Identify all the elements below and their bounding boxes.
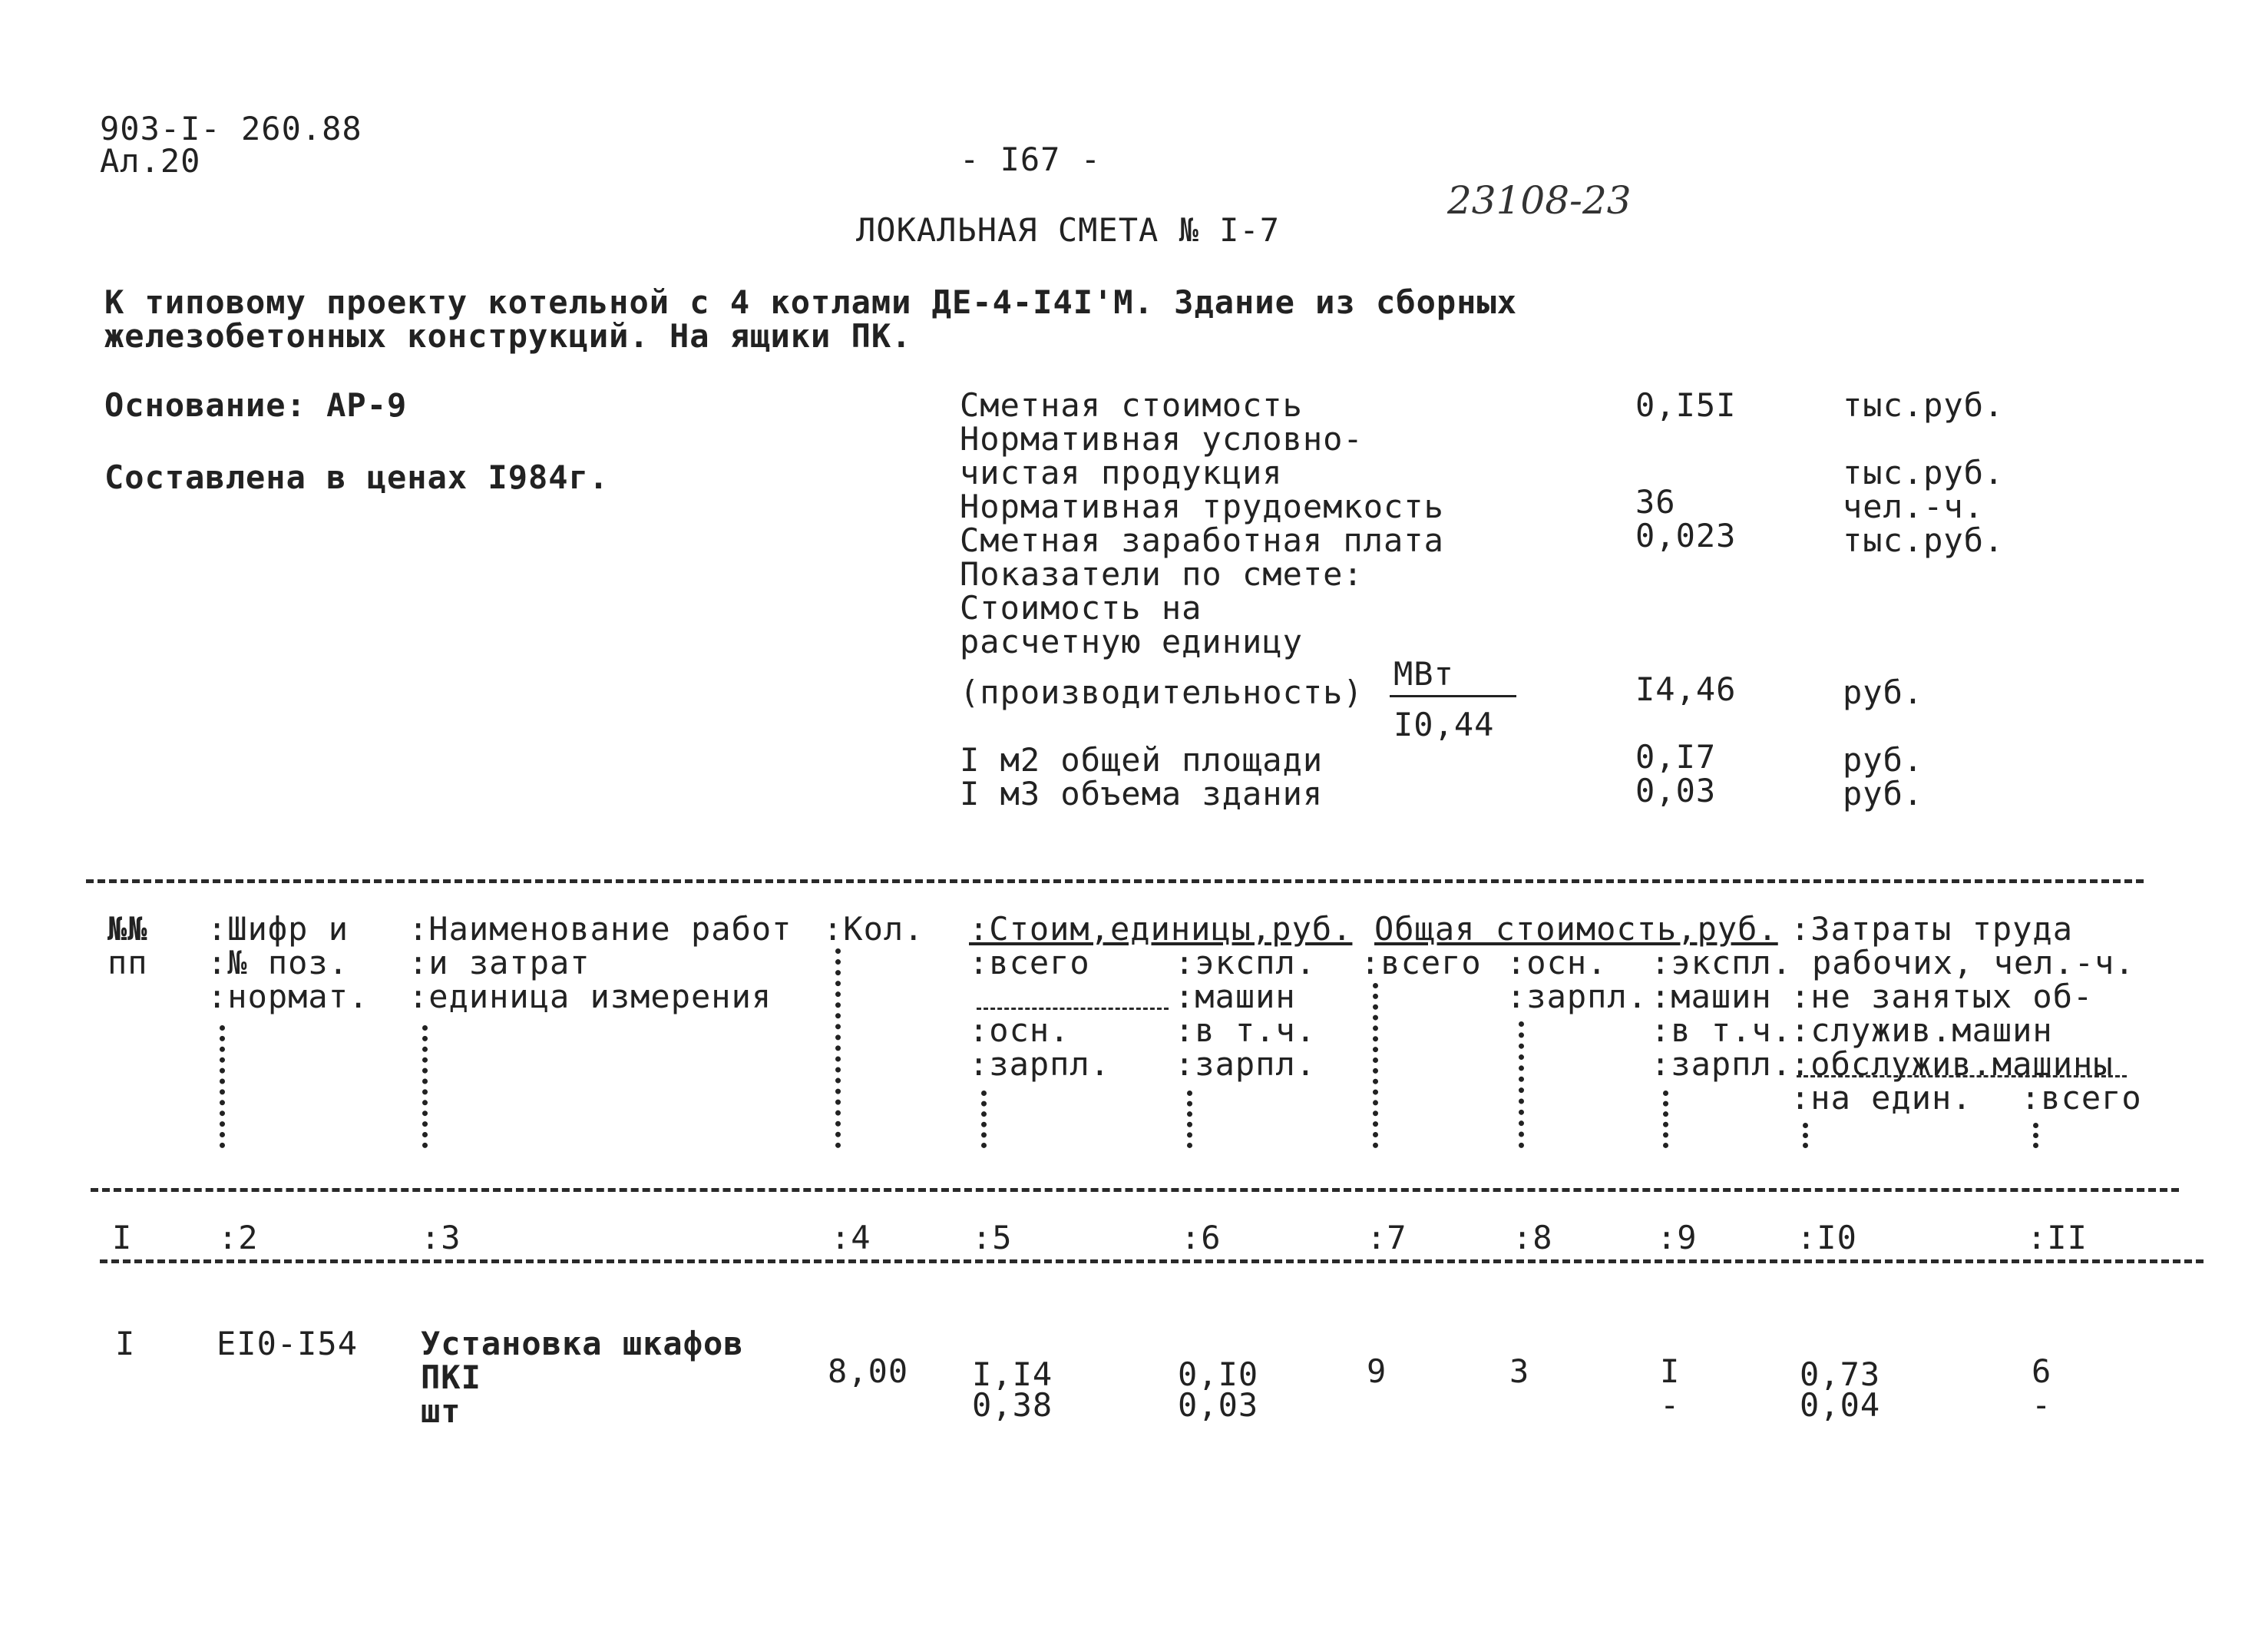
header-qty: :Кол. [823,910,924,948]
indicator-unit: чел.-ч. [1843,488,1985,525]
intro-line-1: К типовому проекту котельной с 4 котлами ДЕ-4-I4I'М. Здание из сборных [104,283,1518,321]
table-header-rule [91,1188,2179,1192]
row-number: I [115,1325,136,1362]
row-unit-machines-wage: 0,03 [1178,1386,1259,1424]
header-name: :и затрат [408,944,590,981]
indicator-label: Показатели по смете: [960,555,1364,593]
header-name: :Наименование работ [408,910,792,948]
column-separator [835,948,841,1148]
row-labor-unit: 0,73 [1800,1355,1881,1393]
header-c8: :зарпл. [1506,978,1648,1015]
header-c9: :в т.ч. [1651,1011,1793,1049]
per-unit-label: I м3 объема здания [960,775,1324,813]
header-c6: :экспл. [1175,944,1317,981]
indicator-value: 0,I5I [1635,386,1737,424]
header-c6: :машин [1175,978,1296,1015]
header-c9: :машин [1651,978,1772,1015]
header-c10: :служив.машин [1790,1011,2053,1049]
subheader-rule [1797,1075,2127,1077]
column-number: :4 [831,1219,871,1256]
row-unit-total: I,I4 [972,1355,1053,1393]
indicator-label: Нормативная трудоемкость [960,488,1444,525]
row-code: ЕI0-I54 [217,1325,359,1362]
header-labor-group: :Затраты труда [1790,910,2074,948]
column-separator [1519,1021,1524,1148]
header-c8: :осн. [1506,944,1608,981]
row-unit-machines: 0,I0 [1178,1355,1259,1393]
header-code: :нормат. [207,978,369,1015]
column-number: :8 [1513,1219,1553,1256]
row-labor-total: 6 [2032,1352,2052,1390]
indicator-label: чистая продукция [960,454,1283,491]
column-separator [2033,1123,2038,1148]
header-c5: :всего [969,944,1090,981]
header-num: №№ [107,910,148,948]
column-separator [1187,1091,1192,1148]
column-number: :II [2027,1219,2088,1256]
header-num: пп [107,944,148,981]
column-number: :7 [1367,1219,1407,1256]
header-code: :Шифр и [207,910,349,948]
header-c5: :зарпл. [969,1045,1111,1083]
indicator-unit: тыс.руб. [1843,386,2005,424]
column-number: :5 [972,1219,1013,1256]
header-c10: :не занятых об- [1790,978,2094,1015]
indicator-label: Сметная стоимость [960,386,1303,424]
row-total-wage: 3 [1509,1352,1530,1390]
header-c10: :на един. [1790,1079,1972,1117]
document-title: ЛОКАЛЬНАЯ СМЕТА № I-7 [856,211,1281,249]
row-unit: шт [421,1392,461,1430]
indicator-value: 36 [1635,483,1676,521]
header-c7: :всего [1360,944,1482,981]
column-number: :2 [218,1219,259,1256]
header-c10: рабочих, чел.-ч. [1812,944,2135,981]
indicator-unit: тыс.руб. [1843,521,2005,559]
row-total: 9 [1367,1352,1387,1390]
column-separator [1803,1123,1808,1148]
column-number: :6 [1181,1219,1222,1256]
header-unit-cost-group: :Стоим,единицы,руб. [969,910,1353,948]
indicator-unit: тыс.руб. [1843,454,2005,491]
header-c9: :зарпл. [1651,1045,1793,1083]
row-labor-total-machines: - [2032,1386,2052,1424]
subheader-rule [977,1008,1169,1010]
per-unit-unit: руб. [1843,741,1924,779]
row-total-machines-wage: - [1660,1386,1681,1424]
productivity-fraction-bottom: I0,44 [1394,706,1495,743]
row-labor-unit-machines: 0,04 [1800,1386,1881,1424]
header-name: :единица измерения [408,978,772,1015]
productivity-unit: руб. [1843,674,1924,711]
header-c6: :в т.ч. [1175,1011,1317,1049]
row-quantity: 8,00 [828,1352,909,1390]
row-name: Установка шкафов [421,1325,744,1362]
basis-line: Основание: АР-9 [104,386,408,424]
column-separator [1373,983,1378,1148]
page-number: - I67 - [960,141,1102,178]
handwritten-reference: 23108-23 [1447,178,1632,223]
header-c5: :осн. [969,1011,1070,1049]
intro-line-2: железобетонных конструкций. На ящики ПК. [104,317,912,355]
per-unit-value: 0,03 [1635,772,1717,809]
column-number: :9 [1657,1219,1698,1256]
header-c11: :всего [2021,1079,2142,1117]
doc-code: 903-I- 260.88 [100,110,362,147]
column-number: I [112,1219,133,1256]
row-unit-wage: 0,38 [972,1386,1053,1424]
table-top-rule [86,879,2144,883]
prices-line: Составлена в ценах I984г. [104,458,610,496]
indicator-label: расчетную единицу [960,623,1303,660]
header-c9: :экспл. [1651,944,1793,981]
column-numbers-rule [100,1259,2204,1263]
column-separator [981,1091,987,1148]
row-name-detail: ПКI [421,1359,481,1396]
column-number: :I0 [1797,1219,1857,1256]
indicator-label: Нормативная условно- [960,420,1364,458]
per-unit-value: 0,I7 [1635,738,1717,776]
header-code: :№ поз. [207,944,349,981]
indicator-label: Стоимость на [960,589,1202,627]
indicator-value: 0,023 [1635,517,1737,554]
productivity-value: I4,46 [1635,670,1737,708]
productivity-fraction-top: МВт [1394,655,1454,693]
fraction-line [1390,695,1516,697]
album-number: Ал.20 [100,142,201,180]
column-separator [220,1025,225,1148]
indicator-label: Сметная заработная плата [960,521,1444,559]
header-total-cost-group: Общая стоимость,руб. [1374,910,1778,948]
productivity-label: (производительность) [960,674,1364,711]
row-total-machines: I [1660,1352,1681,1390]
per-unit-unit: руб. [1843,775,1924,813]
header-c10: :обслужив.машины [1790,1045,2114,1083]
header-c6: :зарпл. [1175,1045,1317,1083]
column-separator [422,1025,428,1148]
column-separator [1663,1091,1668,1148]
column-number: :3 [421,1219,461,1256]
per-unit-label: I м2 общей площади [960,741,1324,779]
